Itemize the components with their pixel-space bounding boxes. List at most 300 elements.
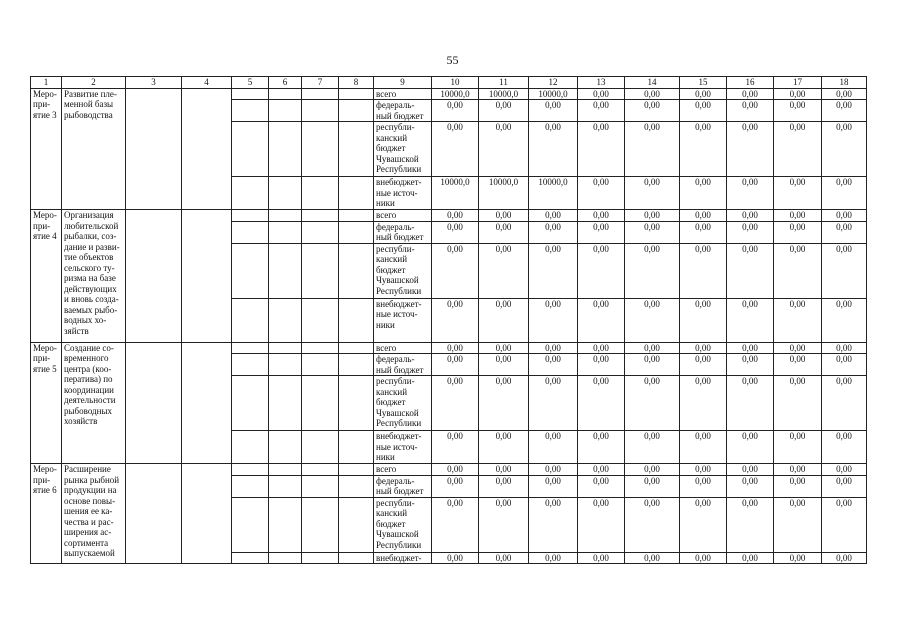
value-cell: 0,00: [479, 497, 529, 552]
value-cell: 0,00: [529, 497, 578, 552]
column-6-cell: [269, 122, 302, 177]
text-line: Организация: [64, 210, 114, 220]
value-cell: 0,00: [432, 497, 479, 552]
text-line: зяйств: [64, 325, 89, 336]
column-6-cell: [269, 475, 302, 497]
value-cell: 10000,0: [529, 88, 578, 100]
value-cell: 0,00: [529, 243, 578, 298]
value-cell: 0,00: [822, 177, 867, 210]
value-cell: 0,00: [529, 431, 578, 464]
column-8-cell: [339, 221, 374, 243]
value-cell: 0,00: [680, 475, 727, 497]
text-line: канский: [376, 386, 408, 397]
column-5-cell: [232, 552, 269, 564]
column-6-cell: [269, 88, 302, 100]
value-cell: 0,00: [774, 88, 822, 100]
value-cell: 0,00: [680, 100, 727, 122]
value-cell: 0,00: [578, 342, 625, 354]
column-6-cell: [269, 354, 302, 376]
value-cell: 0,00: [529, 210, 578, 222]
value-cell: 0,00: [479, 100, 529, 122]
value-cell: 0,00: [479, 298, 529, 342]
funding-source-cell: [374, 552, 432, 564]
value-cell: 0,00: [625, 376, 680, 431]
column-5-cell: [232, 342, 269, 354]
text-line: при-: [33, 220, 51, 231]
value-cell: 0,00: [529, 298, 578, 342]
funding-source-cell: [374, 376, 432, 431]
text-line: Меро-: [33, 88, 57, 99]
column-header-row: [31, 77, 867, 89]
column-6-cell: [269, 431, 302, 464]
event-name-cell: [62, 210, 126, 343]
value-cell: 0,00: [727, 475, 774, 497]
text-line: ятие 4: [33, 231, 57, 241]
column-7-cell: [302, 552, 339, 564]
value-cell: 0,00: [822, 100, 867, 122]
value-cell: 0,00: [625, 497, 680, 552]
column-6-cell: [269, 243, 302, 298]
column-4-cell: [182, 210, 232, 343]
value-cell: 10000,0: [432, 177, 479, 210]
event-name-cell: [62, 88, 126, 210]
value-cell: 0,00: [774, 243, 822, 298]
text-line: внебюджет-: [376, 177, 422, 187]
column-5-cell: [232, 497, 269, 552]
text-line: рыбоводства: [64, 109, 113, 120]
value-cell: 0,00: [680, 122, 727, 177]
value-cell: 0,00: [822, 376, 867, 431]
value-cell: 0,00: [822, 221, 867, 243]
column-8-cell: [339, 342, 374, 354]
value-cell: 0,00: [432, 552, 479, 564]
value-cell: 0,00: [822, 431, 867, 464]
value-cell: 0,00: [822, 342, 867, 354]
value-cell: 0,00: [578, 122, 625, 177]
value-cell: 0,00: [432, 210, 479, 222]
column-8-cell: [339, 243, 374, 298]
value-cell: 0,00: [479, 431, 529, 464]
column-header-2: 2: [62, 77, 126, 89]
value-cell: 0,00: [680, 431, 727, 464]
value-cell: 0,00: [432, 475, 479, 497]
value-cell: 0,00: [727, 100, 774, 122]
value-cell: 0,00: [774, 100, 822, 122]
text-line: ные источ-: [376, 441, 418, 452]
column-header-3: 3: [126, 77, 182, 89]
column-8-cell: [339, 210, 374, 222]
value-cell: 0,00: [822, 298, 867, 342]
value-cell: 0,00: [432, 243, 479, 298]
text-line: ятие 5: [33, 363, 57, 374]
column-7-cell: [302, 342, 339, 354]
column-7-cell: [302, 243, 339, 298]
text-line: Расширение: [64, 464, 111, 474]
value-cell: 0,00: [822, 88, 867, 100]
funding-source-cell: [374, 298, 432, 342]
column-5-cell: [232, 431, 269, 464]
column-header-11: 11: [479, 77, 529, 89]
value-cell: 10000,0: [529, 177, 578, 210]
text-line: водных хо-: [64, 315, 107, 325]
value-cell: 0,00: [479, 210, 529, 222]
value-cell: 0,00: [479, 475, 529, 497]
text-line: выпускаемой: [64, 548, 115, 558]
value-cell: 0,00: [774, 354, 822, 376]
value-cell: 0,00: [727, 243, 774, 298]
column-header-8: 8: [339, 77, 374, 89]
text-line: федераль-: [376, 100, 415, 110]
column-5-cell: [232, 243, 269, 298]
value-cell: 10000,0: [432, 88, 479, 100]
value-cell: 0,00: [578, 431, 625, 464]
column-header-7: 7: [302, 77, 339, 89]
column-5-cell: [232, 475, 269, 497]
value-cell: 0,00: [578, 177, 625, 210]
column-4-cell: [182, 464, 232, 564]
funding-source-cell: [374, 475, 432, 497]
text-line: республи-: [376, 497, 415, 508]
value-cell: 0,00: [680, 177, 727, 210]
value-cell: 0,00: [529, 221, 578, 243]
column-7-cell: [302, 475, 339, 497]
text-line: при-: [33, 99, 51, 109]
column-5-cell: [232, 221, 269, 243]
value-cell: 0,00: [727, 552, 774, 564]
event-name-cell: [62, 464, 126, 564]
column-header-14: 14: [625, 77, 680, 89]
column-7-cell: [302, 497, 339, 552]
text-line: бюджет: [376, 518, 406, 529]
value-cell: 0,00: [432, 100, 479, 122]
text-line: ваемых рыбо-: [64, 304, 118, 315]
column-5-cell: [232, 177, 269, 210]
column-header-9: 9: [374, 77, 432, 89]
value-cell: 0,00: [529, 342, 578, 354]
text-line: шения ее ка-: [64, 506, 113, 516]
column-4-cell: [182, 88, 232, 210]
text-line: Создание со-: [64, 342, 114, 353]
text-line: ятие 6: [33, 485, 57, 495]
column-7-cell: [302, 464, 339, 476]
value-cell: 0,00: [625, 552, 680, 564]
text-line: ный бюджет: [376, 110, 424, 121]
text-line: Меро-: [33, 210, 57, 220]
text-line: Меро-: [33, 464, 57, 474]
value-cell: 0,00: [578, 354, 625, 376]
text-line: основе повы-: [64, 495, 116, 506]
value-cell: 0,00: [727, 177, 774, 210]
value-cell: 0,00: [625, 210, 680, 222]
value-cell: 0,00: [625, 475, 680, 497]
value-cell: 10000,0: [479, 177, 529, 210]
text-line: ники: [376, 319, 395, 330]
value-cell: 0,00: [578, 88, 625, 100]
text-line: бюджет: [376, 397, 406, 407]
value-cell: 0,00: [578, 475, 625, 497]
column-header-16: 16: [727, 77, 774, 89]
table-row: [31, 342, 867, 354]
text-line: действующих: [64, 283, 117, 294]
text-line: республи-: [376, 122, 415, 132]
value-cell: 0,00: [432, 342, 479, 354]
value-cell: 0,00: [479, 354, 529, 376]
column-header-12: 12: [529, 77, 578, 89]
text-line: Республики: [376, 285, 422, 296]
column-7-cell: [302, 100, 339, 122]
text-line: Меро-: [33, 342, 57, 353]
value-cell: 0,00: [822, 122, 867, 177]
value-cell: 0,00: [578, 210, 625, 222]
value-cell: 0,00: [727, 354, 774, 376]
value-cell: 0,00: [774, 298, 822, 342]
text-line: федераль-: [376, 475, 415, 486]
text-line: рынка рыбной: [64, 474, 120, 485]
text-line: всего: [376, 464, 397, 474]
value-cell: 0,00: [774, 342, 822, 354]
column-4-cell: [182, 342, 232, 464]
value-cell: 0,00: [432, 354, 479, 376]
column-6-cell: [269, 100, 302, 122]
value-cell: 0,00: [727, 497, 774, 552]
value-cell: 0,00: [625, 243, 680, 298]
column-6-cell: [269, 221, 302, 243]
value-cell: 0,00: [774, 464, 822, 476]
column-5-cell: [232, 464, 269, 476]
column-5-cell: [232, 210, 269, 222]
value-cell: 0,00: [680, 88, 727, 100]
value-cell: 0,00: [479, 376, 529, 431]
column-6-cell: [269, 376, 302, 431]
funding-source-cell: [374, 100, 432, 122]
value-cell: 0,00: [625, 431, 680, 464]
value-cell: 0,00: [479, 464, 529, 476]
column-7-cell: [302, 88, 339, 100]
value-cell: 0,00: [727, 464, 774, 476]
value-cell: 0,00: [625, 88, 680, 100]
column-3-cell: [126, 88, 182, 210]
text-line: всего: [376, 210, 397, 220]
text-line: Чувашской: [376, 407, 419, 418]
event-id-cell: [31, 210, 62, 343]
value-cell: 0,00: [625, 342, 680, 354]
text-line: всего: [376, 342, 397, 353]
value-cell: 0,00: [479, 552, 529, 564]
value-cell: 0,00: [822, 210, 867, 222]
value-cell: 0,00: [727, 376, 774, 431]
text-line: канский: [376, 508, 408, 518]
value-cell: 0,00: [529, 376, 578, 431]
value-cell: 0,00: [822, 552, 867, 564]
table-row: [31, 210, 867, 222]
value-cell: 0,00: [529, 100, 578, 122]
value-cell: 0,00: [578, 100, 625, 122]
value-cell: 0,00: [680, 298, 727, 342]
budget-table: [30, 76, 867, 564]
column-5-cell: [232, 88, 269, 100]
event-id-cell: [31, 88, 62, 210]
text-line: рыбалки, соз-: [64, 231, 117, 241]
value-cell: 0,00: [625, 464, 680, 476]
column-3-cell: [126, 464, 182, 564]
value-cell: 0,00: [774, 221, 822, 243]
text-line: Республики: [376, 539, 422, 550]
value-cell: 0,00: [529, 475, 578, 497]
value-cell: 0,00: [625, 177, 680, 210]
value-cell: 0,00: [529, 552, 578, 564]
column-header-18: 18: [822, 77, 867, 89]
funding-source-cell: [374, 243, 432, 298]
text-line: бюджет: [376, 143, 406, 153]
table-row: [31, 88, 867, 100]
value-cell: 0,00: [578, 221, 625, 243]
column-3-cell: [126, 342, 182, 464]
value-cell: 0,00: [432, 376, 479, 431]
text-line: ный бюджет: [376, 486, 424, 496]
text-line: Республики: [376, 418, 422, 428]
column-7-cell: [302, 354, 339, 376]
column-6-cell: [269, 342, 302, 354]
value-cell: 0,00: [680, 354, 727, 376]
value-cell: 0,00: [774, 552, 822, 564]
column-7-cell: [302, 221, 339, 243]
value-cell: 0,00: [727, 221, 774, 243]
value-cell: 0,00: [680, 552, 727, 564]
value-cell: 0,00: [680, 210, 727, 222]
column-7-cell: [302, 177, 339, 210]
text-line: и вновь созда-: [64, 294, 119, 304]
funding-source-cell: [374, 177, 432, 210]
value-cell: 0,00: [774, 376, 822, 431]
text-line: ники: [376, 452, 395, 462]
value-cell: 0,00: [727, 88, 774, 100]
column-header-13: 13: [578, 77, 625, 89]
column-header-10: 10: [432, 77, 479, 89]
value-cell: 0,00: [529, 464, 578, 476]
column-8-cell: [339, 552, 374, 564]
column-8-cell: [339, 497, 374, 552]
column-5-cell: [232, 122, 269, 177]
value-cell: 0,00: [625, 100, 680, 122]
value-cell: 0,00: [432, 464, 479, 476]
event-id-cell: [31, 342, 62, 464]
text-line: ные источ-: [376, 187, 418, 198]
text-line: координации: [64, 384, 114, 395]
funding-source-cell: [374, 210, 432, 222]
column-6-cell: [269, 177, 302, 210]
text-line: канский: [376, 132, 408, 143]
value-cell: 0,00: [680, 376, 727, 431]
funding-source-cell: [374, 464, 432, 476]
text-line: хозяйств: [64, 416, 98, 426]
value-cell: 0,00: [774, 122, 822, 177]
text-line: ятие 3: [33, 109, 57, 120]
value-cell: 0,00: [578, 497, 625, 552]
column-5-cell: [232, 376, 269, 431]
value-cell: 0,00: [727, 210, 774, 222]
value-cell: 0,00: [479, 243, 529, 298]
value-cell: 0,00: [432, 122, 479, 177]
text-line: ные источ-: [376, 309, 418, 319]
value-cell: 0,00: [822, 497, 867, 552]
column-header-15: 15: [680, 77, 727, 89]
text-line: Развитие пле-: [64, 88, 117, 99]
value-cell: 0,00: [479, 221, 529, 243]
value-cell: 0,00: [479, 342, 529, 354]
value-cell: 0,00: [774, 475, 822, 497]
funding-source-cell: [374, 354, 432, 376]
column-7-cell: [302, 122, 339, 177]
text-line: всего: [376, 88, 397, 99]
column-header-1: 1: [31, 77, 62, 89]
event-name-cell: [62, 342, 126, 464]
value-cell: 0,00: [625, 298, 680, 342]
text-line: внебюджет-: [376, 431, 422, 441]
table-row: [31, 464, 867, 476]
text-line: канский: [376, 254, 408, 264]
column-6-cell: [269, 298, 302, 342]
column-8-cell: [339, 464, 374, 476]
text-line: внебюджет-: [376, 298, 422, 309]
value-cell: 0,00: [432, 431, 479, 464]
column-8-cell: [339, 298, 374, 342]
funding-source-cell: [374, 122, 432, 177]
column-8-cell: [339, 475, 374, 497]
text-line: сельского ту-: [64, 262, 115, 273]
column-7-cell: [302, 431, 339, 464]
value-cell: 0,00: [727, 122, 774, 177]
value-cell: 0,00: [774, 177, 822, 210]
column-5-cell: [232, 298, 269, 342]
value-cell: 0,00: [529, 354, 578, 376]
value-cell: 0,00: [578, 552, 625, 564]
value-cell: 0,00: [727, 342, 774, 354]
funding-source-cell: [374, 342, 432, 354]
text-line: республи-: [376, 376, 415, 386]
column-6-cell: [269, 210, 302, 222]
column-6-cell: [269, 552, 302, 564]
text-line: внебюджет-: [376, 552, 422, 563]
column-8-cell: [339, 376, 374, 431]
column-7-cell: [302, 298, 339, 342]
column-7-cell: [302, 210, 339, 222]
value-cell: 0,00: [479, 122, 529, 177]
text-line: Чувашской: [376, 153, 419, 164]
value-cell: 0,00: [578, 243, 625, 298]
text-line: ники: [376, 198, 395, 208]
text-line: при-: [33, 353, 51, 363]
funding-source-cell: [374, 221, 432, 243]
text-line: Чувашской: [376, 529, 419, 539]
value-cell: 0,00: [822, 464, 867, 476]
text-line: чества и рас-: [64, 516, 114, 527]
funding-source-cell: [374, 431, 432, 464]
text-line: менной базы: [64, 99, 114, 109]
column-8-cell: [339, 354, 374, 376]
value-cell: 0,00: [822, 354, 867, 376]
text-line: центра (коо-: [64, 363, 112, 374]
value-cell: 0,00: [727, 298, 774, 342]
text-line: временного: [64, 353, 109, 363]
text-line: дание и разви-: [64, 241, 120, 252]
value-cell: 0,00: [578, 298, 625, 342]
value-cell: 0,00: [625, 221, 680, 243]
text-line: при-: [33, 474, 51, 485]
page-number: 55: [446, 53, 459, 67]
value-cell: 0,00: [774, 431, 822, 464]
text-line: продукции на: [64, 485, 117, 495]
text-line: сортимента: [64, 537, 109, 548]
